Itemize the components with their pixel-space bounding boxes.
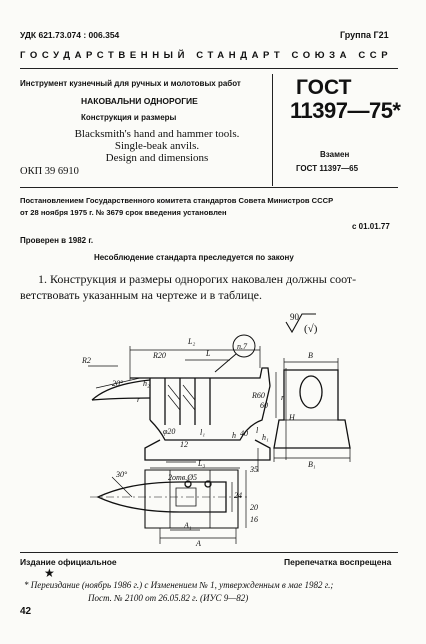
dim-R20: R20 (153, 351, 166, 360)
dim-r-side: r (137, 395, 141, 404)
dim-H: H (289, 413, 295, 422)
dim-R2: R2 (82, 356, 91, 365)
dim-24: 24 (234, 491, 242, 500)
dim-L: L (206, 349, 211, 358)
dim-h-abbr: h (232, 431, 236, 440)
dim-angle-30: 30° (116, 470, 128, 479)
replace-value: ГОСТ 11397—65 (296, 164, 359, 173)
dim-phi20: φ20 (163, 427, 176, 436)
clause-1-line-1: 1. Конструкция и размеры однорогих наковален должны соот- (38, 272, 357, 286)
roughness-other-label: (√) (304, 323, 318, 335)
title-line-3: Конструкция и размеры (81, 113, 177, 122)
dim-B1: B₁ (308, 460, 316, 469)
star-mark: ★ (44, 566, 55, 580)
dim-20: 20 (250, 503, 258, 512)
dim-16: 16 (250, 515, 258, 524)
dim-40: 40 (240, 429, 248, 438)
page-number: 42 (20, 606, 32, 617)
dim-l1: l₁ (200, 428, 206, 437)
udk-code: УДК 621.73.074 : 006.354 (20, 30, 120, 40)
decree-line-1: Постановлением Государственного комитета стандартов Совета Министров СССР (20, 196, 334, 205)
gost-label: ГОСТ (296, 76, 352, 99)
footnote-line-1: * Переиздание (ноябрь 1986 г.) с Изменением № 1, утвержденным в мае 1982 г.; (24, 580, 334, 590)
dim-B: B (308, 351, 313, 360)
english-title-line-1: Blacksmith's hand and hammer tools. (74, 128, 240, 140)
group-code: Группа Г21 (340, 30, 389, 40)
clause-1-line-2: ветствовать указанным на чертеже и в таблице. (20, 288, 262, 302)
dim-35: 35 (250, 465, 258, 474)
okp-code: ОКП 39 6910 (20, 166, 79, 177)
replace-label: Взамен (320, 150, 350, 159)
dim-h2: h₂ (143, 379, 150, 388)
effective-date: с 01.01.77 (352, 222, 390, 231)
dim-R60: R60 (252, 391, 265, 400)
law-notice: Несоблюдение стандарта преследуется по закону (94, 253, 294, 262)
footnote-line-2: Пост. № 2100 от 26.05.82 г. (ИУС 9—82) (88, 593, 249, 603)
side-view-dimensions (88, 346, 286, 472)
roughness-main-value: 90 (290, 312, 299, 322)
anvil-end-view (274, 370, 350, 448)
english-title-line-3: Design and dimensions (105, 152, 209, 164)
roughness-symbol-icon (286, 312, 318, 335)
dim-A: A (196, 539, 201, 548)
state-standard-heading: ГОСУДАРСТВЕННЫЙ СТАНДАРТ СОЮЗА ССР (20, 50, 393, 61)
holes-label: 2отв.Ø5 (168, 473, 198, 482)
decree-line-2: от 28 ноября 1975 г. № 3679 срок введения установлен (20, 208, 227, 217)
dim-angle-20: 20° (112, 379, 124, 388)
dim-L3: L₃ (198, 459, 206, 468)
official-edition: Издание официальное (20, 557, 117, 567)
dim-A1: A₁ (184, 521, 192, 530)
note-reference-label: п.7 (237, 342, 247, 351)
title-line-2: НАКОВАЛЬНИ ОДНОРОГИЕ (81, 96, 198, 106)
dim-L2: L₂ (188, 337, 196, 346)
dim-h1: h₁ (262, 433, 269, 442)
checked-year: Проверен в 1982 г. (20, 236, 94, 245)
dim-r-base: r (281, 393, 285, 402)
dim-l-small: l (256, 426, 259, 435)
dim-60: 60 (260, 401, 268, 410)
english-title-line-2: Single-beak anvils. (114, 140, 200, 152)
reprint-prohibited: Перепечатка воспрещена (284, 557, 392, 567)
dim-12: 12 (180, 440, 188, 449)
gost-number: 11397—75* (290, 98, 401, 123)
footer-rule (20, 552, 398, 553)
title-line-1: Инструмент кузнечный для ручных и молотовых работ (20, 79, 241, 88)
